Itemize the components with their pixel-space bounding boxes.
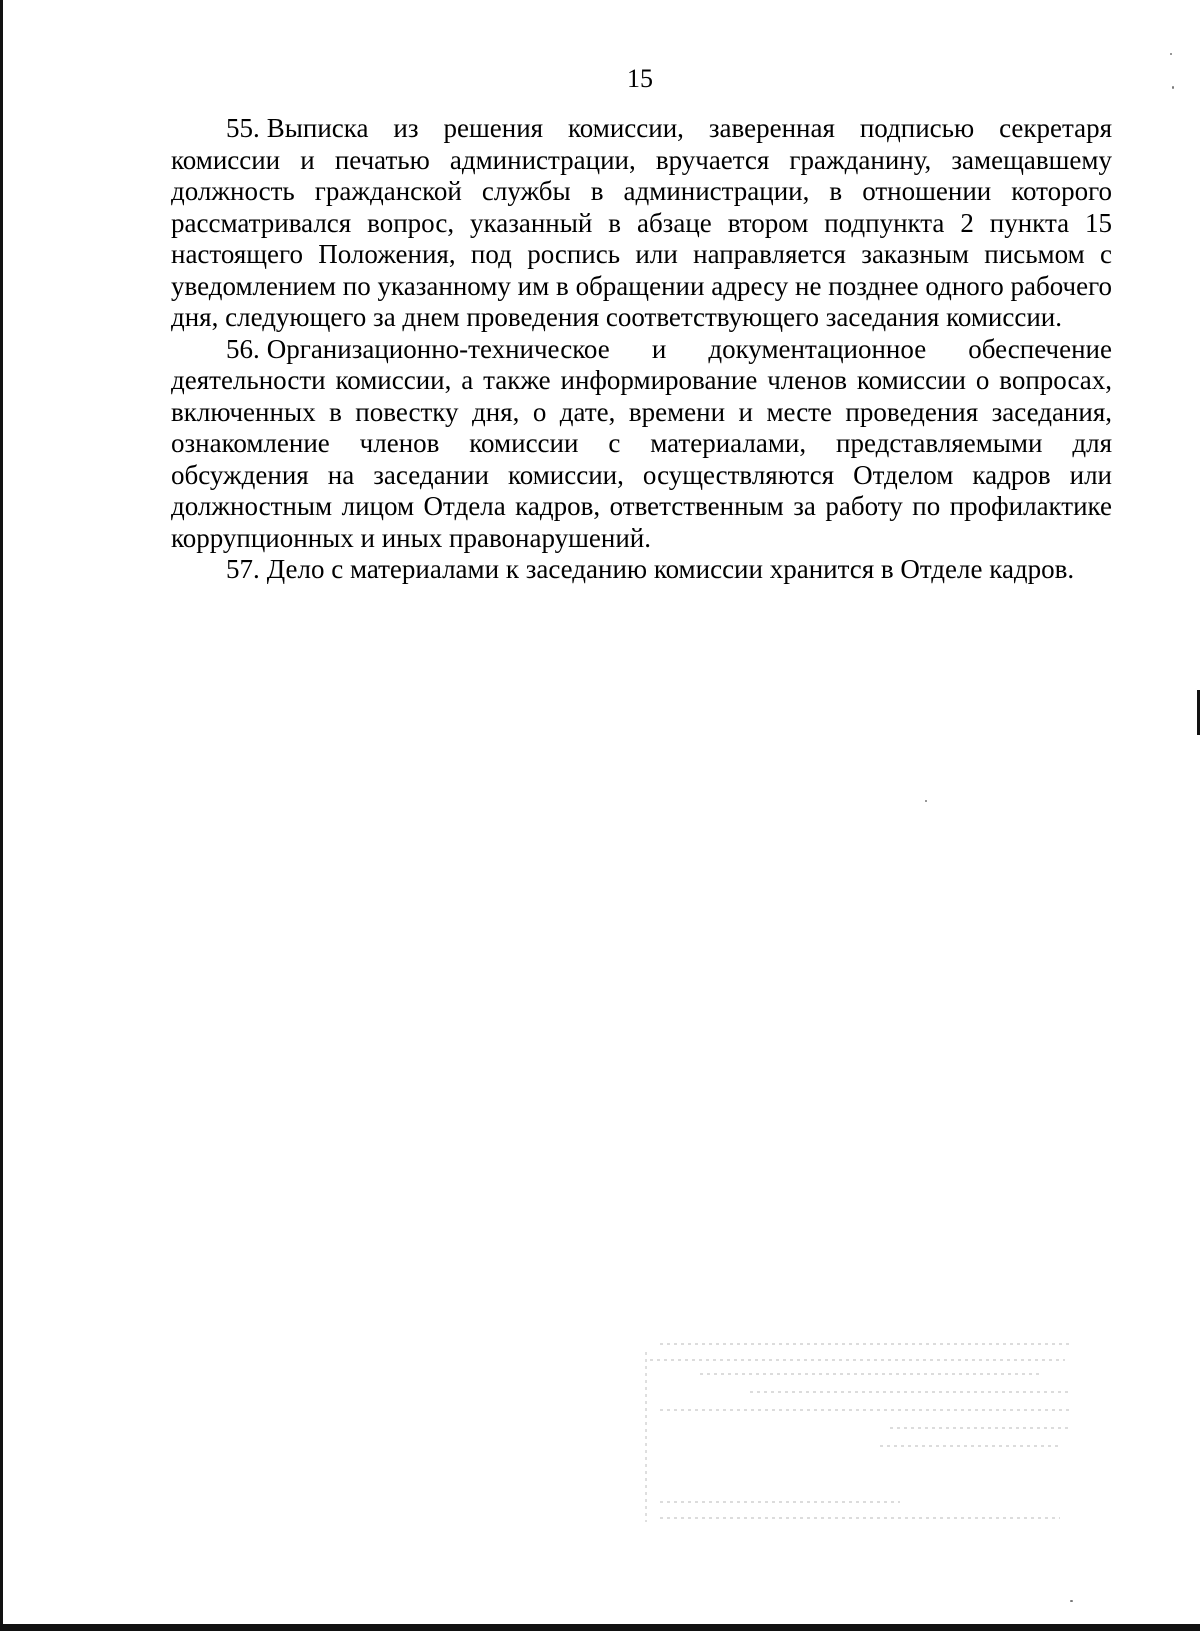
scan-bottom-edge [0, 1624, 1200, 1631]
paragraph-number: 55. [226, 113, 260, 143]
scan-left-edge [0, 0, 3, 1631]
paragraph-56 [171, 334, 1112, 555]
paragraph-57 [171, 554, 1112, 586]
paragraph-55 [171, 113, 1112, 334]
scan-speck [1172, 86, 1174, 89]
scan-speck [925, 800, 927, 802]
paragraph-text: Дело с материалами к заседанию комиссии хранится в Отделе кадров. [266, 554, 1075, 584]
faint-stamp-bleedthrough [640, 1322, 1080, 1527]
paragraph-text: Организационно-техническое и документационное обеспечение деятельности комиссии, а также информирование членов комиссии о вопросах, включенных в повестку дня, о дате, времени и месте проведения заседания, ознакомление членов комиссии с материалами, представляемыми для обсуждения на заседании комиссии, осуществляются Отделом кадров или должностным лицом Отдела кадров, ответственным за работу по профилактике коррупционных и иных правонарушений. [171, 333, 1112, 553]
scan-speck [1070, 1600, 1073, 1602]
document-body [171, 113, 1112, 586]
paragraph-number: 57. [226, 554, 260, 584]
scan-speck [1170, 53, 1172, 55]
paragraph-number: 56. [226, 333, 260, 364]
page-number: 15 [627, 64, 653, 93]
paragraph-text: Выписка из решения комиссии, заверенная подписью секретаря комиссии и печатью администрации, вручается гражданину, замещавшему должность гражданской службы в администрации, в отношении которого рассматривался вопрос, указанный в абзаце втором подпункта 2 пункта 15 настоящего Положения, под роспись или направляется заказным письмом с уведомлением по указанному им в обращении адресу не позднее одного рабочего дня, следующего за днем проведения соответствующего заседания комиссии. [171, 113, 1112, 332]
